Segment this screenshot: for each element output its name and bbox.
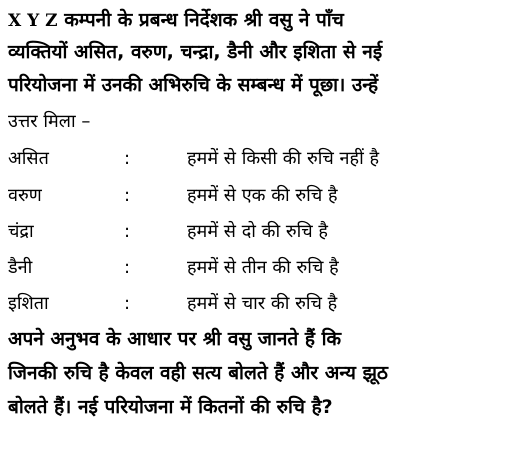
intro-line-4: उत्तर मिला – bbox=[8, 111, 91, 132]
separator-colon: : bbox=[124, 221, 131, 242]
intro-line-2: व्यक्तियों असित, वरुण, चन्द्रा, डैनी और इशिता से नई bbox=[8, 41, 383, 63]
person-name: डैनी bbox=[8, 257, 33, 278]
person-name: इशिता bbox=[8, 293, 49, 314]
statement-row-ishita bbox=[8, 291, 503, 317]
statement-row-danny bbox=[8, 255, 503, 281]
separator-colon: : bbox=[124, 185, 131, 206]
statement-row-varun bbox=[8, 183, 503, 209]
separator-colon: : bbox=[124, 257, 131, 278]
person-statement: हममें से तीन की रुचि है bbox=[187, 257, 339, 278]
closing-line-2: जिनकी रुचि है केवल वही सत्य बोलते हैं और अन्य झूठ bbox=[8, 362, 388, 384]
person-statement: हममें से चार की रुचि है bbox=[187, 293, 338, 314]
statement-row-chandra bbox=[8, 219, 503, 245]
intro-line-3: परियोजना में उनकी अभिरुचि के सम्बन्ध में पूछा। उन्हें bbox=[8, 74, 379, 96]
person-name: वरुण bbox=[8, 185, 42, 206]
company-name: X Y Z bbox=[8, 11, 58, 31]
person-statement: हममें से किसी की रुचि नहीं है bbox=[187, 148, 380, 169]
intro-text-1: कम्पनी के प्रबन्ध निर्देशक श्री वसु ने पाँच bbox=[64, 9, 344, 31]
person-name: असित bbox=[8, 148, 49, 169]
separator-colon: : bbox=[124, 148, 131, 169]
person-statement: हममें से दो की रुचि है bbox=[187, 221, 328, 242]
closing-line-3: बोलते हैं। नई परियोजना में कितनों की रुचि है? bbox=[8, 396, 333, 418]
person-name: चंद्रा bbox=[8, 221, 34, 242]
statement-row-asit bbox=[8, 146, 503, 172]
person-statement: हममें से एक की रुचि है bbox=[187, 185, 338, 206]
intro-line-1 bbox=[8, 8, 344, 33]
separator-colon: : bbox=[124, 293, 131, 314]
closing-line-1: अपने अनुभव के आधार पर श्री वसु जानते हैं कि bbox=[8, 328, 342, 350]
